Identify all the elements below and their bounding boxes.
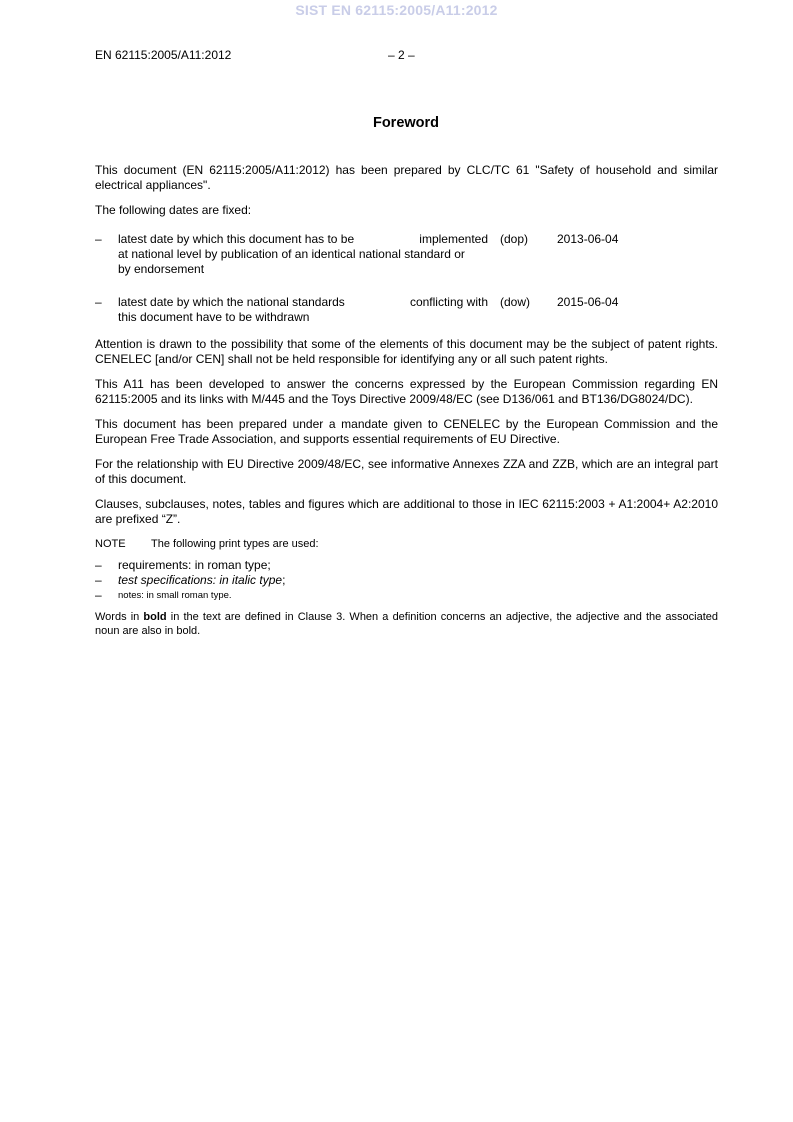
date-value: 2015-06-04: [557, 295, 619, 309]
paragraph-a11: This A11 has been developed to answer the concerns expressed by the European Commission regarding EN 62115:2005 and its links with M/445 and the Toys Directive 2009/48/EC (see D136/061 and BT136/DG8024/DC).: [95, 377, 718, 406]
note: [95, 537, 718, 552]
date-rest: this document have to be withdrawn: [118, 310, 310, 324]
paragraph-mandate: This document has been prepared under a mandate given to CENELEC by the European Commission and the European Free Trade Association, and supports essential requirements of EU Directive.: [95, 417, 718, 446]
date-code: (dop): [500, 232, 529, 246]
date-value: 2013-06-04: [557, 232, 619, 246]
date-description: [118, 295, 488, 325]
date-row-dop: [95, 232, 718, 277]
intro-paragraph: This document (EN 62115:2005/A11:2012) has been prepared by CLC/TC 61 "Safety of household and similar electrical appliances".: [95, 163, 718, 192]
paragraph-relationship: For the relationship with EU Directive 2009/48/EC, see informative Annexes ZZA and ZZB, which are an integral part of this document.: [95, 457, 718, 486]
print-type-suffix: ;: [282, 573, 286, 587]
list-dash: –: [95, 232, 102, 246]
header-doc-id: EN 62115:2005/A11:2012: [95, 48, 232, 62]
note-label: NOTE: [95, 538, 126, 550]
print-types-list: [95, 558, 718, 603]
date-lead-right: conflicting with: [409, 295, 488, 309]
paragraph-clauses: Clauses, subclauses, notes, tables and figures which are additional to those in IEC 62115:2003 + A1:2004+ A2:2010 are prefixed “Z”.: [95, 497, 718, 526]
paragraph-patent: Attention is drawn to the possibility that some of the elements of this document may be the subject of patent rights. CENELEC [and/or CEN] shall not be held responsible for identifying any or all such patent rights.: [95, 337, 718, 366]
date-lead: latest date by which the national standards: [118, 295, 345, 309]
document-body: [95, 163, 718, 649]
dates-intro: The following dates are fixed:: [95, 203, 252, 217]
words-bold: bold: [143, 611, 167, 623]
list-dash: –: [95, 558, 102, 572]
list-item: [95, 573, 718, 588]
print-type-text: requirements: in roman type;: [118, 558, 271, 572]
date-lead-right: implemented: [419, 232, 488, 246]
date-row-dow: [95, 295, 718, 325]
note-text: The following print types are used:: [151, 538, 319, 550]
date-rest: at national level by publication of an identical national standard or by endorsement: [118, 247, 465, 276]
page-title: Foreword: [372, 115, 440, 131]
words-before: Words in: [95, 611, 144, 623]
list-item: [95, 588, 718, 603]
print-type-text: test specifications: in italic type: [118, 573, 283, 587]
watermark: SIST EN 62115:2005/A11:2012: [295, 2, 498, 18]
dates-list: [95, 232, 718, 325]
date-lead: latest date by which this document has to be: [118, 232, 355, 246]
header-page-number: – 2 –: [388, 48, 415, 62]
words-after: in the text are defined in Clause 3. When a definition concerns an adjective, the adjective and the associated noun are also in bold.: [95, 611, 718, 637]
list-dash: –: [95, 588, 102, 602]
date-code: (dow): [500, 295, 531, 309]
list-dash: –: [95, 573, 102, 587]
date-description: [118, 232, 488, 277]
list-dash: –: [95, 295, 102, 309]
paragraph-bold-words: [95, 610, 718, 638]
list-item: [95, 558, 718, 573]
print-type-text: notes: in small roman type.: [118, 590, 232, 601]
